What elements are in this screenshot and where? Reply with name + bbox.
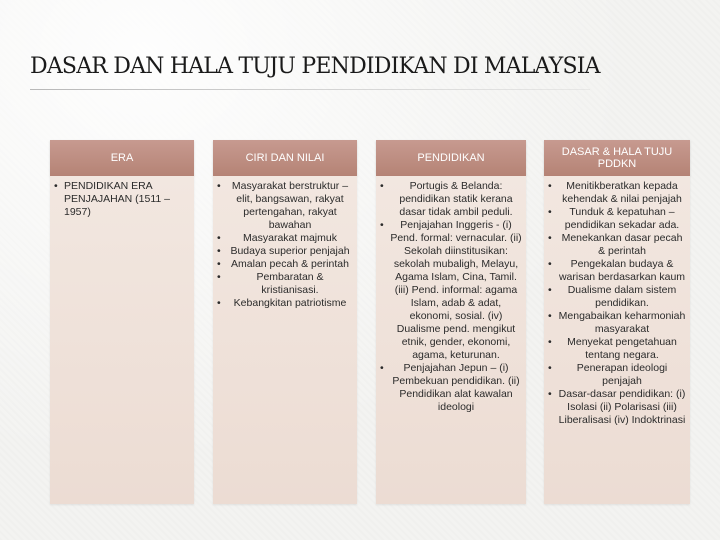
column-dasar-hala-tuju [544,140,690,504]
column-header: CIRI DAN NILAI [213,140,357,176]
list-item: • Penjajahan Jepun – (i) Pembekuan pendidikan. (ii) Pendidikan alat kawalan ideologi [380,362,522,414]
column-body [213,176,357,504]
column-header: ERA [50,140,194,176]
column-pendidikan [376,140,526,504]
list-item: • PENDIDIKAN ERA PENJAJAHAN (1511 – 1957) [54,180,190,219]
page-title: DASAR DAN HALA TUJU PENDIDIKAN DI MALAYSIA [30,54,600,79]
title-divider [30,89,590,90]
list-item: • Pengekalan budaya & warisan berdasarkan kaum [548,258,686,284]
column-header: DASAR & HALA TUJU PDDKN [544,140,690,176]
list-item: • Pembaratan & kristianisasi. [217,271,353,297]
list-item: • Menyekat pengetahuan tentang negara. [548,336,686,362]
list-item: • Dasar-dasar pendidikan: (i) Isolasi (ii) Polarisasi (iii) Liberalisasi (iv) Indoktrinasi [548,388,686,427]
column-header: PENDIDIKAN [376,140,526,176]
list-item: • Budaya superior penjajah [217,245,353,258]
bullet-list [548,180,686,427]
list-item: • Menekankan dasar pecah & perintah [548,232,686,258]
bullet-list [380,180,522,414]
column-body [50,176,194,504]
column-body [544,176,690,504]
list-item: • Penjajahan Inggeris - (i) Pend. formal: vernacular. (ii) Sekolah diinstitusikan: sekolah mubaligh, Melayu, Agama Islam, Cina, Tamil. (iii) Pend. informal: agama Islam, adab & adat, ekonomi, sosial. (iv) Dualisme pend. mengikut etnik, gender, ekonomi, agama, keturunan. [380,219,522,362]
list-item: • Masyarakat majmuk [217,232,353,245]
list-item: • Portugis & Belanda: pendidikan statik kerana dasar tidak ambil peduli. [380,180,522,219]
bullet-list [54,180,190,219]
list-item: • Kebangkitan patriotisme [217,297,353,310]
list-item: • Tunduk & kepatuhan – pendidikan sekadar ada. [548,206,686,232]
column-body [376,176,526,504]
list-item: • Dualisme dalam sistem pendidikan. [548,284,686,310]
list-item: • Masyarakat berstruktur – elit, bangsawan, rakyat pertengahan, rakyat bawahan [217,180,353,232]
list-item: • Mengabaikan keharmoniah masyarakat [548,310,686,336]
column-era [50,140,194,504]
column-ciri-dan-nilai [213,140,357,504]
list-item: • Penerapan ideologi penjajah [548,362,686,388]
list-item: • Amalan pecah & perintah [217,258,353,271]
bullet-list [217,180,353,310]
list-item: • Menitikberatkan kepada kehendak & nilai penjajah [548,180,686,206]
